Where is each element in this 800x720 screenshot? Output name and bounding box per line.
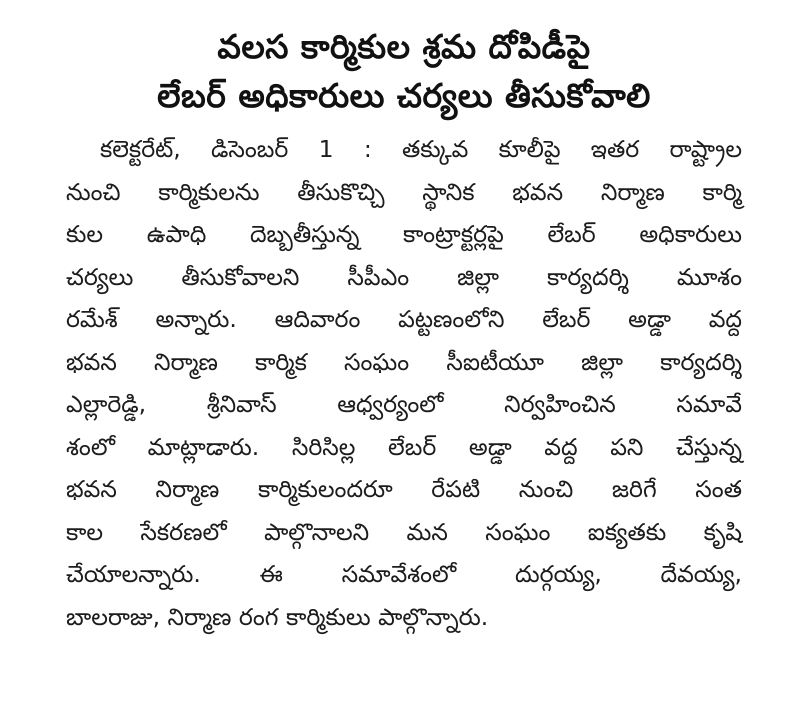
- headline: [66, 22, 742, 120]
- body-line-12: బాలరాజు, నిర్మాణ రంగ కార్మికులు పాల్గొన్నారు.: [66, 602, 489, 631]
- headline-line-2: లేబర్ అధికారులు చర్యలు తీసుకోవాలి: [157, 76, 651, 115]
- body-line-11: చేయాలన్నారు. ఈ సమావేశంలో దుర్గయ్య, దేవయ్య,: [66, 560, 742, 588]
- body-line-2: నుంచి కార్మికులను తీసుకొచ్చి స్థానిక భవన నిర్మాణ కార్మి: [66, 177, 742, 206]
- body-line-7: ఎల్లారెడ్డి, శ్రీనివాస్ ఆధ్వర్యంలో నిర్వహించిన సమావే: [66, 390, 742, 418]
- body-line-1: కలెక్టరేట్, డిసెంబర్ 1 : తక్కువ కూలీపై ఇతర రాష్ట్రాల: [100, 135, 742, 163]
- body-line-3: కుల ఉపాధి దెబ్బతీస్తున్న కాంట్రాక్టర్లపై లేబర్ అధికారులు: [66, 220, 742, 248]
- article-body: [66, 128, 742, 638]
- body-line-10: కాల సేకరణలో పాల్గొనాలని మన సంఘం ఐక్యతకు కృషి: [66, 517, 742, 546]
- body-line-8: శంలో మాట్లాడారు. సిరిసిల్ల లేబర్ అడ్డా వద్ద పని చేస్తున్న: [66, 432, 742, 461]
- body-line-4: చర్యలు తీసుకోవాలని సీపీఎం జిల్లా కార్యదర్శి మూశం: [66, 262, 742, 291]
- body-line-6: భవన నిర్మాణ కార్మిక సంఘం సీఐటీయూ జిల్లా కార్యదర్శి: [66, 347, 742, 376]
- headline-line-1: వలస కార్మికుల శ్రమ దోపిడీపై: [217, 27, 591, 66]
- body-line-5: రమేశ్ అన్నారు. ఆదివారం పట్టణంలోని లేబర్ అడ్డా వద్ద: [66, 305, 742, 333]
- body-line-9: భవన నిర్మాణ కార్మికులందరూ రేపటి నుంచి జరిగే సంత: [66, 475, 742, 503]
